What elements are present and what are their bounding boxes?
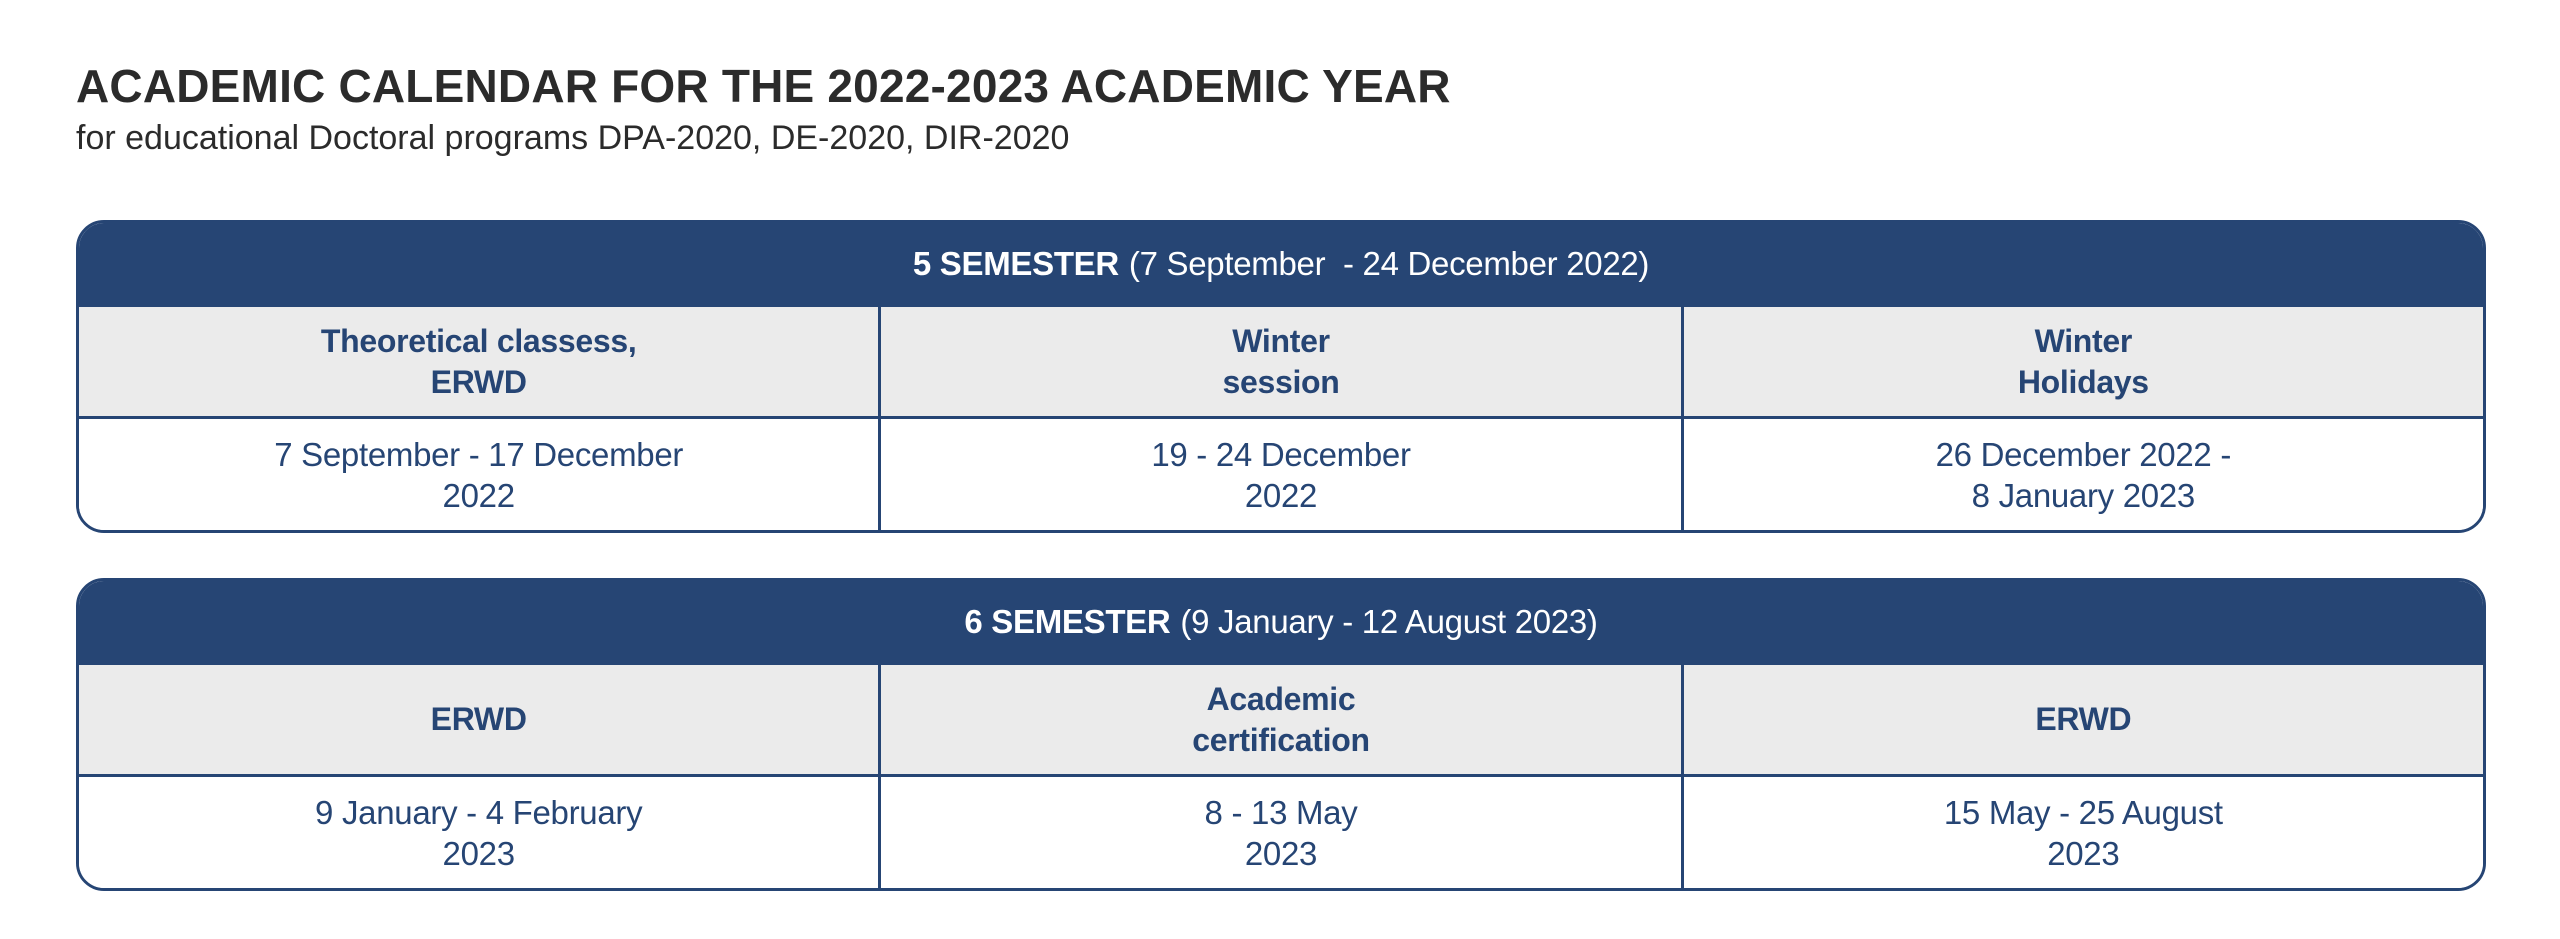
semester-6-heading-row (79, 665, 2483, 777)
calendar-page (76, 0, 2484, 872)
semester-5-dates-row (79, 419, 2483, 530)
semester-5-heading-winter-holidays: Winter Holidays (1681, 307, 2483, 416)
semester-5-dates-theoretical-classes: 7 September - 17 December 2022 (274, 435, 684, 514)
semester-6-heading-academic-certification: Academic certification (878, 665, 1680, 774)
semester-5-heading-row (79, 307, 2483, 419)
semester-6-header (79, 581, 2483, 665)
semester-5-header (79, 223, 2483, 307)
semester-5-heading-theoretical-classes: Theoretical classess, ERWD (320, 322, 637, 400)
semester-6-heading-erwd-first: ERWD (430, 701, 527, 737)
semester-5-name: 5 SEMESTER (912, 244, 1119, 282)
semester-6-name: 6 SEMESTER (964, 602, 1171, 640)
semester-6-dates-erwd-second: 15 May - 25 August 2023 (1681, 777, 2483, 888)
semester-5-table (76, 220, 2486, 533)
semester-5-range: (7 September - 24 December 2022) (1128, 244, 1650, 282)
semester-5-dates-winter-holidays: 26 December 2022 - 8 January 2023 (1681, 419, 2483, 530)
semester-6-dates-row (79, 777, 2483, 888)
semester-6-table (76, 578, 2486, 891)
semester-5-dates-winter-session: 19 - 24 December 2022 (878, 419, 1680, 530)
page-title: ACADEMIC CALENDAR FOR THE 2022-2023 ACADEMIC YEAR (76, 60, 1451, 112)
semester-6-range: (9 January - 12 August 2023) (1180, 602, 1598, 640)
page-subtitle: for educational Doctoral programs DPA-2020, DE-2020, DIR-2020 (76, 119, 1070, 157)
semester-6-dates-academic-certification: 8 - 13 May 2023 (878, 777, 1680, 888)
semester-5-heading-winter-session: Winter session (878, 307, 1680, 416)
semester-6-heading-erwd-second: ERWD (1681, 665, 2483, 774)
semester-6-dates-erwd-first: 9 January - 4 February 2023 (315, 793, 643, 872)
